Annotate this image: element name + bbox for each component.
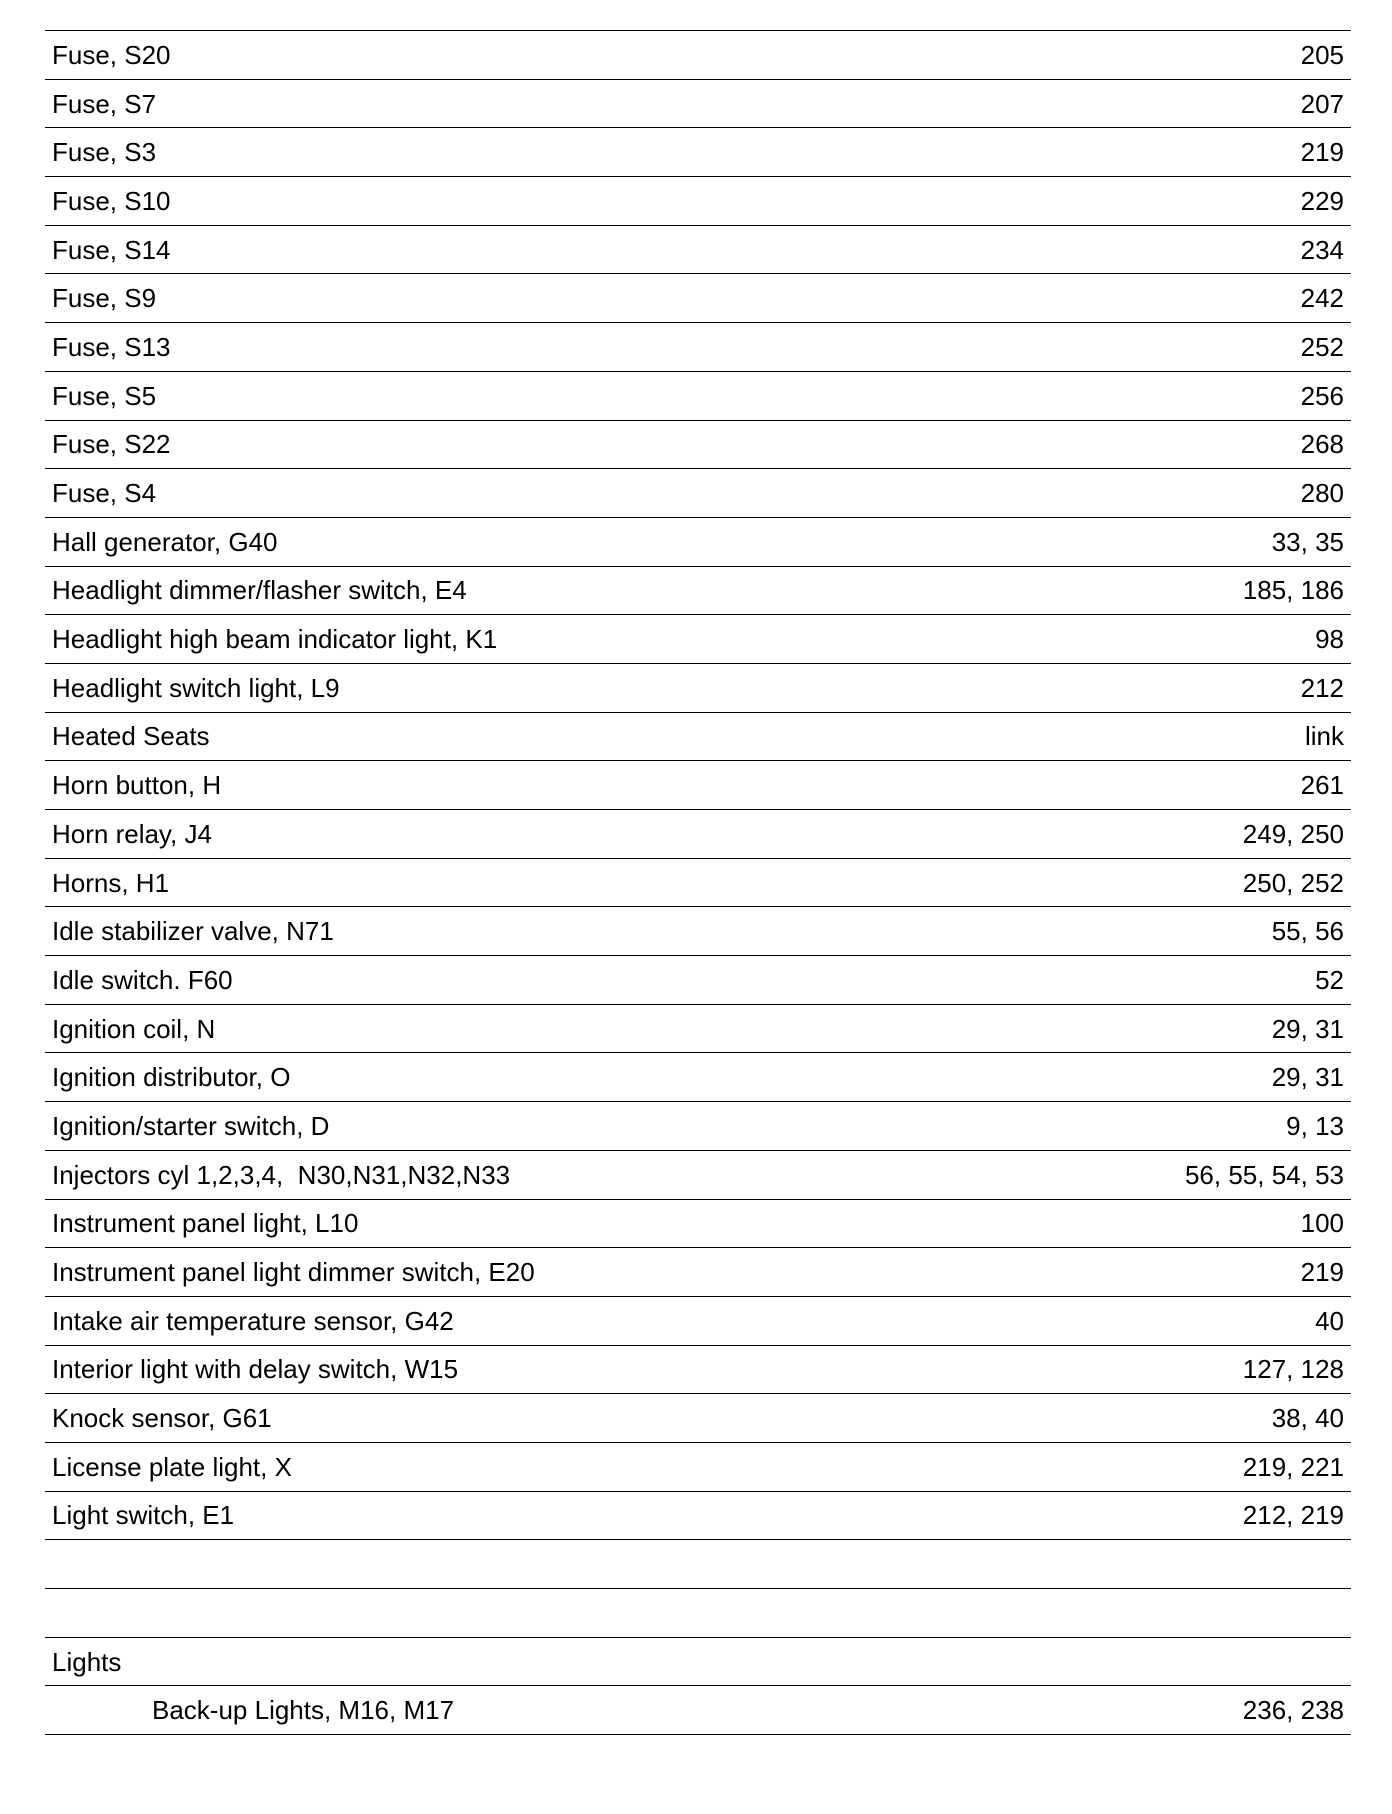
index-row (45, 469, 1351, 518)
entry-label: Fuse, S5 (52, 380, 157, 411)
entry-pages: 212, 219 (1242, 1500, 1344, 1531)
entry-label: Fuse, S20 (52, 39, 171, 70)
index-row (45, 713, 1351, 762)
index-row (45, 1492, 1351, 1541)
index-row (45, 1248, 1351, 1297)
entry-pages: 229 (1300, 185, 1344, 216)
entry-pages: 256 (1300, 380, 1344, 411)
index-row (45, 1394, 1351, 1443)
entry-pages: 56, 55, 54, 53 (1184, 1159, 1344, 1190)
index-row (45, 1005, 1351, 1054)
entry-pages: 242 (1300, 283, 1344, 314)
entry-pages: 205 (1300, 39, 1344, 70)
index-sub-row (45, 1686, 1351, 1735)
entry-label: Ignition/starter switch, D (52, 1110, 330, 1141)
index-row (45, 31, 1351, 80)
index-row (45, 1297, 1351, 1346)
entry-pages: 9, 13 (1286, 1110, 1344, 1141)
entry-pages: 207 (1300, 88, 1344, 119)
entry-label: Hall generator, G40 (52, 526, 278, 557)
entry-pages: 127, 128 (1242, 1354, 1344, 1385)
index-row (45, 372, 1351, 421)
entry-label: Idle stabilizer valve, N71 (52, 916, 334, 947)
entry-label: Heated Seats (52, 721, 210, 752)
entry-pages: 38, 40 (1271, 1403, 1344, 1434)
entry-label: Injectors cyl 1,2,3,4, N30,N31,N32,N33 (52, 1159, 511, 1190)
entry-label: Light switch, E1 (52, 1500, 235, 1531)
sub-entry-label: Back-up Lights, M16, M17 (152, 1695, 455, 1726)
entry-label: Fuse, S4 (52, 478, 157, 509)
index-row (45, 567, 1351, 616)
index-row (45, 1053, 1351, 1102)
entry-label: Headlight high beam indicator light, K1 (52, 624, 498, 655)
index-row (45, 1443, 1351, 1492)
index-row (45, 518, 1351, 567)
entry-pages: 185, 186 (1242, 575, 1344, 606)
index-row (45, 1200, 1351, 1249)
entry-label: Headlight switch light, L9 (52, 672, 340, 703)
entry-label: Ignition distributor, O (52, 1062, 291, 1093)
index-row-blank (45, 1540, 1351, 1589)
entry-label: Instrument panel light dimmer switch, E20 (52, 1257, 535, 1288)
entry-label: Fuse, S9 (52, 283, 157, 314)
entry-pages: 219 (1300, 137, 1344, 168)
entry-pages: 40 (1315, 1305, 1344, 1336)
index-row (45, 128, 1351, 177)
entry-label: Instrument panel light, L10 (52, 1208, 359, 1239)
index-row (45, 323, 1351, 372)
index-row (45, 907, 1351, 956)
entry-label: Idle switch. F60 (52, 964, 233, 995)
entry-label: Horns, H1 (52, 867, 170, 898)
entry-pages: 261 (1300, 770, 1344, 801)
entry-pages: 250, 252 (1242, 867, 1344, 898)
entry-label: Interior light with delay switch, W15 (52, 1354, 459, 1385)
entry-pages: 236, 238 (1242, 1695, 1344, 1726)
entry-label: Fuse, S3 (52, 137, 157, 168)
index-section-heading (45, 1638, 1351, 1687)
section-heading-label: Lights (52, 1646, 122, 1677)
entry-label: Headlight dimmer/flasher switch, E4 (52, 575, 467, 606)
entry-pages: 55, 56 (1271, 916, 1344, 947)
entry-label: Horn relay, J4 (52, 818, 212, 849)
entry-pages: 33, 35 (1271, 526, 1344, 557)
entry-pages-link[interactable]: link (1304, 721, 1344, 752)
entry-label: Intake air temperature sensor, G42 (52, 1305, 454, 1336)
entry-pages: 29, 31 (1271, 1013, 1344, 1044)
index-row (45, 615, 1351, 664)
index-row (45, 664, 1351, 713)
entry-pages: 280 (1300, 478, 1344, 509)
entry-pages: 252 (1300, 331, 1344, 362)
entry-label: Horn button, H (52, 770, 222, 801)
index-row (45, 1346, 1351, 1395)
index-row (45, 810, 1351, 859)
entry-pages: 219 (1300, 1257, 1344, 1288)
entry-label: Fuse, S7 (52, 88, 157, 119)
entry-pages: 234 (1300, 234, 1344, 265)
index-row (45, 421, 1351, 470)
entry-label: Fuse, S22 (52, 429, 171, 460)
entry-pages: 29, 31 (1271, 1062, 1344, 1093)
entry-pages: 268 (1300, 429, 1344, 460)
index-row (45, 80, 1351, 129)
entry-pages: 100 (1300, 1208, 1344, 1239)
entry-label: Knock sensor, G61 (52, 1403, 272, 1434)
entry-label: License plate light, X (52, 1451, 292, 1482)
index-table (45, 30, 1351, 1735)
index-row (45, 274, 1351, 323)
entry-pages: 52 (1315, 964, 1344, 995)
index-row-blank (45, 1589, 1351, 1638)
entry-label: Ignition coil, N (52, 1013, 216, 1044)
entry-pages: 249, 250 (1242, 818, 1344, 849)
index-row (45, 761, 1351, 810)
entry-label: Fuse, S14 (52, 234, 171, 265)
index-row (45, 177, 1351, 226)
index-row (45, 226, 1351, 275)
index-row (45, 1102, 1351, 1151)
entry-label: Fuse, S13 (52, 331, 171, 362)
index-row (45, 859, 1351, 908)
entry-pages: 219, 221 (1242, 1451, 1344, 1482)
entry-pages: 98 (1315, 624, 1344, 655)
index-row (45, 956, 1351, 1005)
index-row (45, 1151, 1351, 1200)
entry-pages: 212 (1300, 672, 1344, 703)
entry-label: Fuse, S10 (52, 185, 171, 216)
